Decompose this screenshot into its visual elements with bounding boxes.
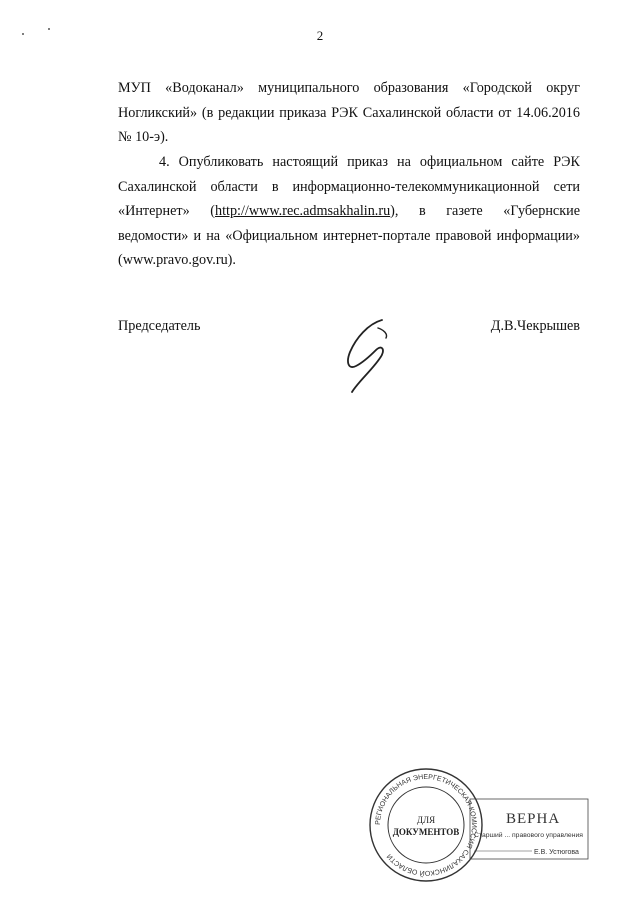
certification-stamp xyxy=(366,765,594,885)
scan-speck xyxy=(48,28,50,30)
paragraph-continuation: МУП «Водоканал» муниципального образования «Городской округ Ногликский» (в редакции приказа РЭК Сахалинской области от 14.06.2016 № 10-э). xyxy=(118,80,580,145)
signatory-position: Председатель xyxy=(118,318,201,334)
copy-mark: ВЕРНА xyxy=(506,811,561,827)
copy-certification-box xyxy=(470,799,588,859)
paragraph-text-after: ), в газете «Губернские ведомости» и на «Официальном интернет-портале правовой информации» (www.pravo.gov.ru). xyxy=(118,203,580,268)
seal-center-line2: ДОКУМЕНТОВ xyxy=(392,827,460,837)
handwritten-signature xyxy=(338,314,398,396)
round-seal xyxy=(370,769,482,881)
paragraph-publish-order xyxy=(118,150,580,273)
signatory-name: Д.В.Чекрышев xyxy=(490,318,580,334)
official-name: Е.В. Устюгова xyxy=(534,849,579,856)
seal-center-line1: ДЛЯ xyxy=(416,815,436,825)
website-link[interactable]: http://www.rec.admsakhalin.ru xyxy=(214,203,391,219)
scan-speck xyxy=(22,33,24,35)
official-role: Старший ... правового управления xyxy=(474,832,583,839)
page-number: 2 xyxy=(316,28,324,43)
paragraph-text-before: 4. Опубликовать настоящий приказ на официальном сайте РЭК Сахалинской области в информационно-телекоммуникационной сети «Интернет» ( xyxy=(118,154,580,219)
seal-ring-text: РЕГИОНАЛЬНАЯ ЭНЕРГЕТИЧЕСКАЯ КОМИССИЯ САХАЛИНСКОЙ ОБЛАСТИ xyxy=(374,773,478,877)
